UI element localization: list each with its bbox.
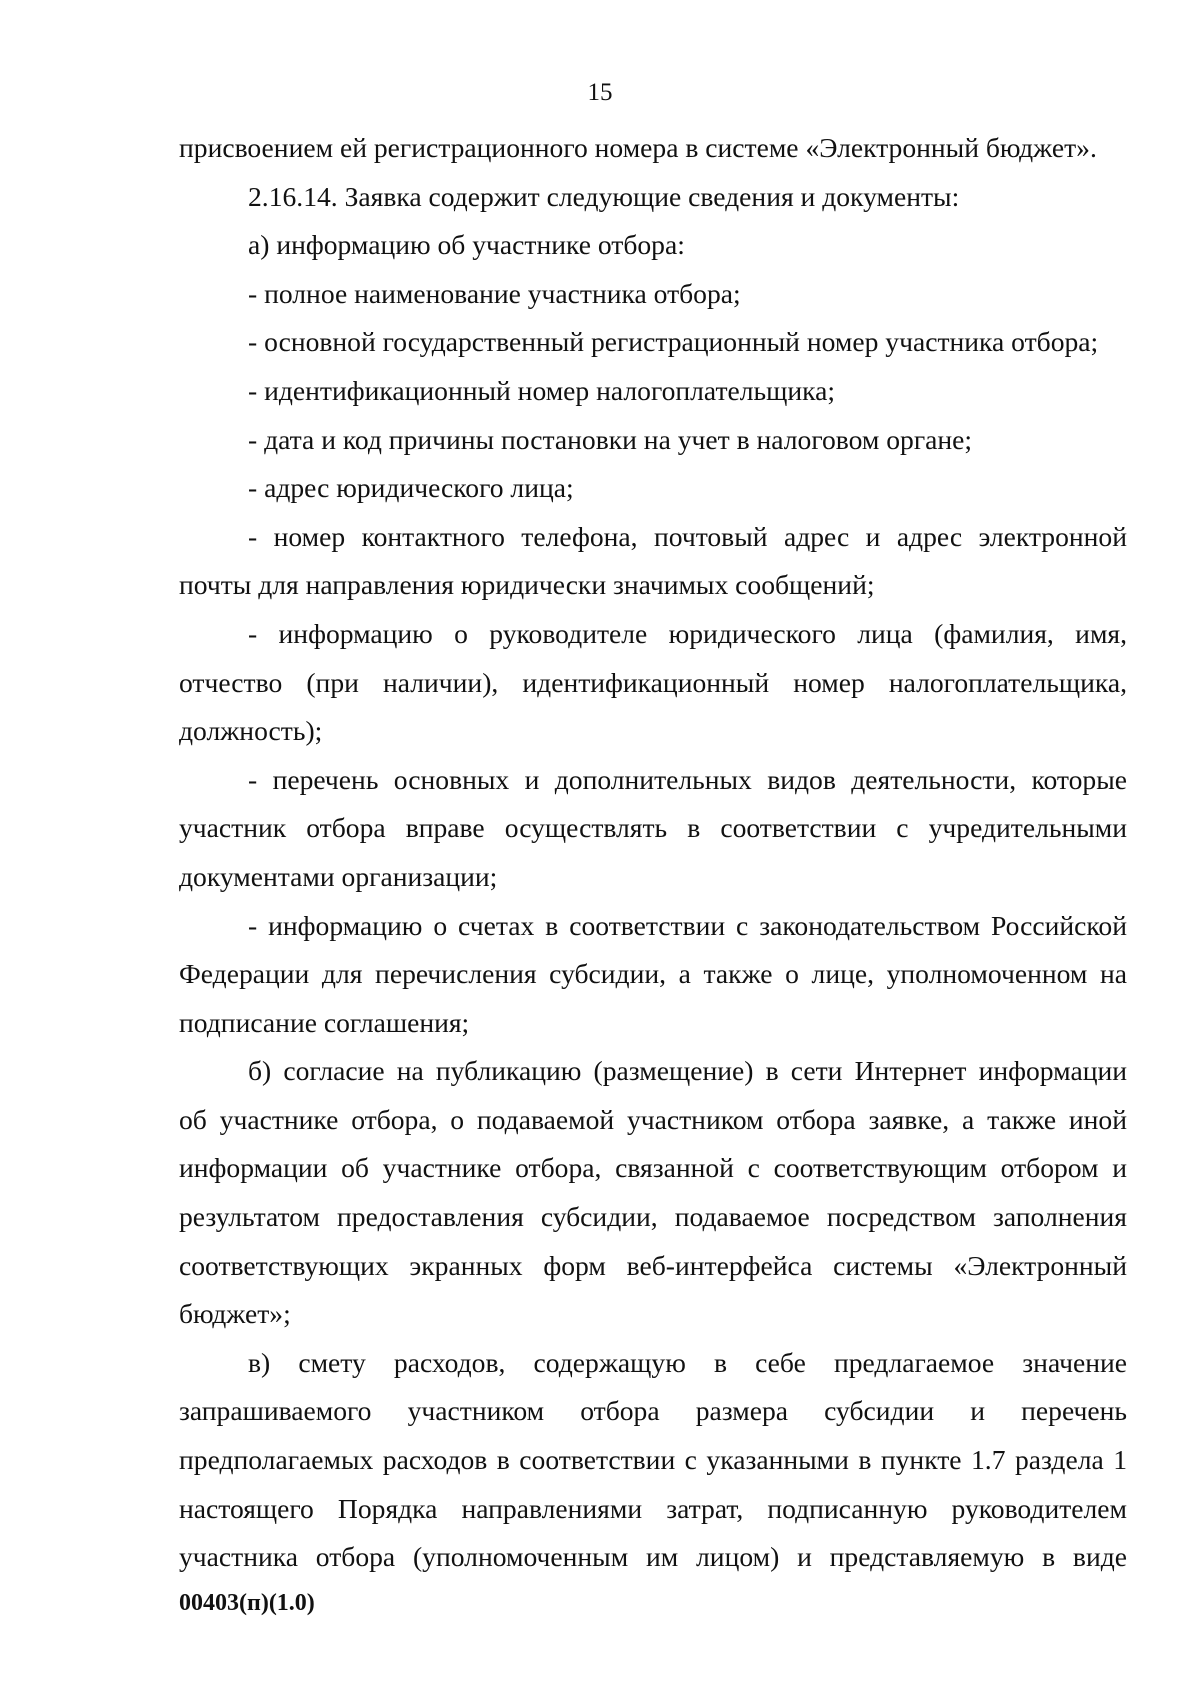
text-line: участника отбора (уполномоченным им лицом) и представляемую в виде <box>179 1541 1127 1573</box>
text-line: почты для направления юридически значимых сообщений; <box>179 569 875 601</box>
text-line: б) согласие на публикацию (размещение) в сети Интернет информации <box>248 1055 1127 1087</box>
text-line: - идентификационный номер налогоплательщика; <box>248 374 836 406</box>
text-line: об участнике отбора, о подаваемой участником отбора заявке, а также иной <box>179 1103 1127 1135</box>
text-line: присвоением ей регистрационного номера в системе «Электронный бюджет». <box>179 132 1097 163</box>
text-line: отчество (при наличии), идентификационный номер налогоплательщика, <box>179 666 1127 698</box>
text-line: - номер контактного телефона, почтовый адрес и адрес электронной <box>248 520 1127 552</box>
text-line: бюджет»; <box>179 1298 291 1330</box>
text-line: - полное наименование участника отбора; <box>248 277 741 309</box>
text-line: - адрес юридического лица; <box>248 472 574 504</box>
text-line: результатом предоставления субсидии, подаваемое посредством заполнения <box>179 1201 1127 1233</box>
document-body <box>179 124 1127 1582</box>
text-line: - информацию о руководителе юридического лица (фамилия, имя, <box>248 617 1127 649</box>
text-line: подписание соглашения; <box>179 1006 470 1038</box>
text-line: - основной государственный регистрационный номер участника отбора; <box>248 326 1099 358</box>
text-line: - информацию о счетах в соответствии с законодательством Российской <box>248 909 1127 941</box>
text-line: - дата и код причины постановки на учет в налоговом органе; <box>248 423 973 455</box>
text-line: - перечень основных и дополнительных видов деятельности, которые <box>248 763 1127 795</box>
text-line: должность); <box>179 715 323 747</box>
text-line: предполагаемых расходов в соответствии с указанными в пункте 1.7 раздела 1 <box>179 1444 1127 1476</box>
text-line: соответствующих экранных форм веб-интерфейса системы «Электронный <box>179 1249 1127 1281</box>
text-line: настоящего Порядка направлениями затрат, подписанную руководителем <box>179 1492 1127 1524</box>
text-line: документами организации; <box>179 860 498 892</box>
text-line: в) смету расходов, содержащую в себе предлагаемое значение <box>248 1346 1127 1378</box>
text-line: 2.16.14. Заявка содержит следующие сведения и документы: <box>248 180 960 212</box>
document-code: 00403(п)(1.0) <box>179 1590 315 1616</box>
text-line: запрашиваемого участником отбора размера субсидии и перечень <box>179 1395 1127 1427</box>
text-line: участник отбора вправе осуществлять в соответствии с учредительными <box>179 812 1127 844</box>
text-line: информации об участнике отбора, связанной с соответствующим отбором и <box>179 1152 1127 1184</box>
text-line: а) информацию об участнике отбора: <box>248 229 685 261</box>
page-number: 15 <box>587 79 613 106</box>
text-line: Федерации для перечисления субсидии, а также о лице, уполномоченном на <box>179 958 1127 990</box>
